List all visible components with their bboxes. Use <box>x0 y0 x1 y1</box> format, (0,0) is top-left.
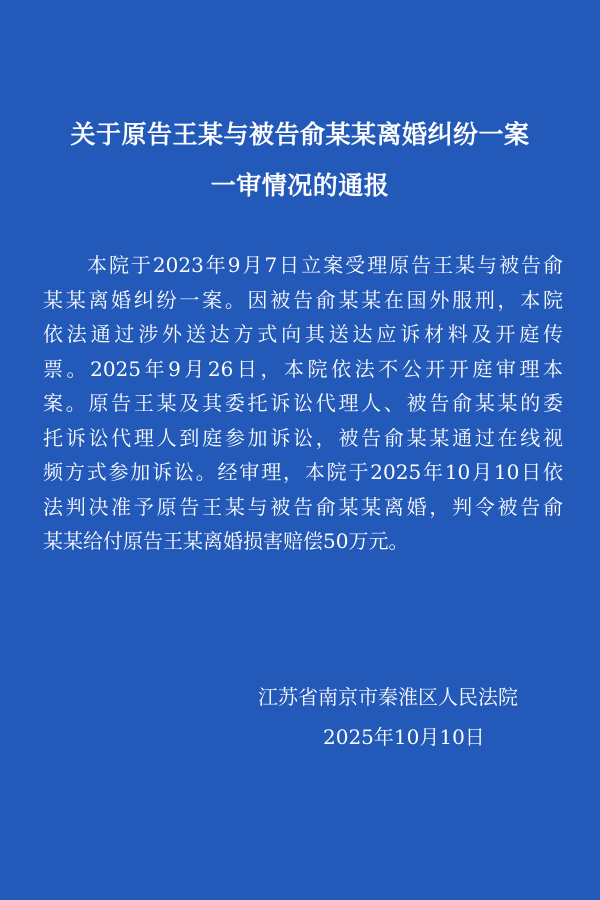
notice-body <box>43 248 563 559</box>
body-line: 票。2025年9月26日，本院依法不公开开庭审理本 <box>43 356 563 381</box>
body-line: 托诉讼代理人到庭参加诉讼，被告俞某某通过在线视 <box>43 425 563 450</box>
body-line: 频方式参加诉讼。经审理，本院于2025年10月10日依 <box>43 460 563 484</box>
body-line: 本院于2023年9月7日立案受理原告王某与被告俞 <box>43 253 563 277</box>
issue-date: 2025年10月10日 <box>323 725 485 749</box>
body-line: 依法通过涉外送达方式向其送达应诉材料及开庭传 <box>43 322 563 346</box>
body-line: 某某给付原告王某离婚损害赔偿50万元。 <box>43 529 409 553</box>
body-line: 案。原告王某及其委托诉讼代理人、被告俞某某的委 <box>43 391 563 415</box>
issuer-name: 江苏省南京市秦淮区人民法院 <box>258 685 518 709</box>
body-line: 法判决准予原告王某与被告俞某某离婚，判令被告俞 <box>43 494 563 519</box>
notice-title-line-2: 一审情况的通报 <box>210 171 390 200</box>
notice-title-line-1: 关于原告王某与被告俞某某离婚纠纷一案 <box>70 120 530 149</box>
body-line: 某某离婚纠纷一案。因被告俞某某在国外服刑，本院 <box>43 287 563 312</box>
